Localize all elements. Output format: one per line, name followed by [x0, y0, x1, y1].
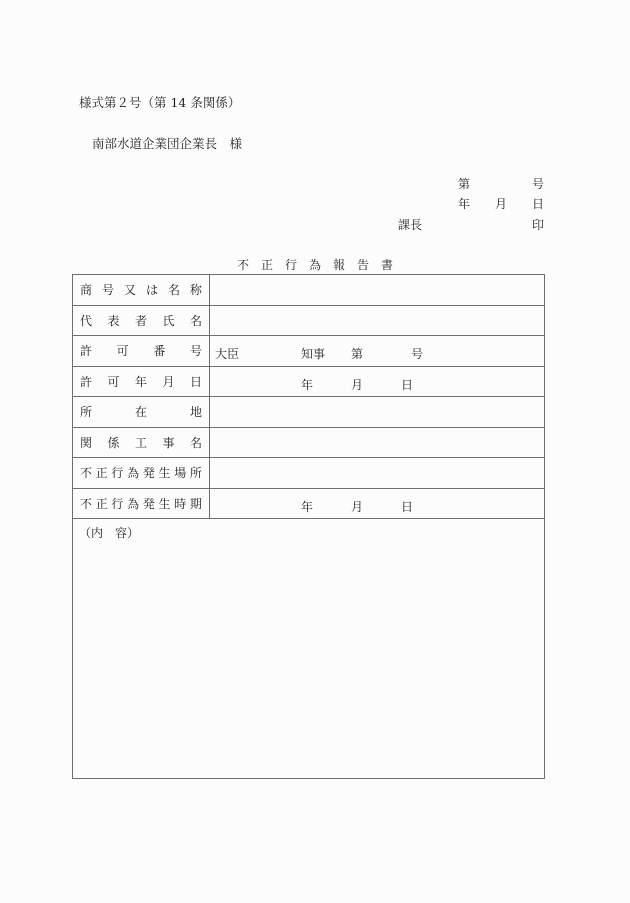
- label-char: 名: [167, 283, 180, 298]
- incident-year: 年: [301, 499, 314, 514]
- label-char: 為: [127, 496, 140, 511]
- label-char: 又: [123, 283, 136, 298]
- addressee: 南部水道企業団企業長 様: [92, 136, 243, 151]
- label-char: 日: [189, 374, 202, 389]
- label-char: 番: [153, 344, 166, 359]
- form-number: 様式第２号（第 14 条関係）: [79, 95, 241, 110]
- label-char: 正: [95, 496, 108, 511]
- license-year: 年: [301, 377, 314, 392]
- license-day: 日: [401, 377, 414, 392]
- table-row-content: [73, 519, 545, 779]
- table-row-project-name: [73, 427, 545, 458]
- table-row-representative: [73, 305, 545, 336]
- label-incident-time: [73, 488, 210, 519]
- seal-mark: 印: [532, 218, 545, 232]
- table-row-incident-time: [73, 488, 545, 519]
- value-trade-name[interactable]: [210, 275, 545, 306]
- label-char: 行: [111, 466, 124, 481]
- report-table: [72, 274, 545, 779]
- table-row-license-date: [73, 366, 545, 397]
- label-char: 年: [134, 374, 147, 389]
- label-char: 関: [80, 435, 93, 450]
- value-location[interactable]: [210, 397, 545, 428]
- label-char: 可: [116, 344, 129, 359]
- value-representative[interactable]: [210, 305, 545, 336]
- value-incident-place[interactable]: [210, 458, 545, 489]
- value-project-name[interactable]: [210, 427, 545, 458]
- content-area[interactable]: [73, 519, 545, 779]
- label-char: 在: [134, 405, 147, 420]
- label-char: 事: [162, 435, 175, 450]
- license-no-prefix: 第: [351, 347, 364, 362]
- label-char: は: [145, 283, 158, 298]
- label-trade-name: [73, 275, 210, 306]
- label-location: [73, 397, 210, 428]
- label-char: 生: [158, 466, 171, 481]
- date-month: 月: [495, 197, 508, 211]
- label-char: 工: [134, 435, 147, 450]
- label-char: 時: [174, 496, 187, 511]
- label-char: 表: [107, 313, 120, 328]
- label-char: 発: [142, 496, 155, 511]
- section-chief: 課長: [398, 218, 423, 232]
- label-char: 不: [80, 466, 93, 481]
- label-char: 代: [80, 313, 93, 328]
- label-char: 地: [189, 405, 202, 420]
- label-char: 正: [95, 466, 108, 481]
- table-row-license-number: [73, 336, 545, 367]
- document-title: [0, 259, 630, 271]
- governor-text: 知事: [301, 347, 326, 362]
- label-char: 称: [189, 283, 202, 298]
- minister-text: 大臣: [215, 347, 240, 362]
- value-license-number[interactable]: [210, 336, 545, 367]
- label-char: 可: [107, 374, 120, 389]
- value-license-date[interactable]: [210, 366, 545, 397]
- label-char: 場: [174, 466, 187, 481]
- label-char: 係: [107, 435, 120, 450]
- label-char: 月: [162, 374, 175, 389]
- label-char: 者: [134, 313, 147, 328]
- incident-day: 日: [401, 499, 414, 514]
- label-char: 生: [158, 496, 171, 511]
- content-label: （内 容）: [79, 526, 140, 540]
- label-char: 行: [111, 496, 124, 511]
- label-char: 所: [80, 405, 93, 420]
- label-char: 名: [189, 313, 202, 328]
- label-char: 号: [189, 344, 202, 359]
- label-char: 許: [80, 344, 93, 359]
- label-char: 不: [80, 496, 93, 511]
- date-year: 年: [458, 197, 471, 211]
- label-char: 号: [101, 283, 114, 298]
- value-incident-time[interactable]: [210, 488, 545, 519]
- label-char: 期: [189, 496, 202, 511]
- label-license-number: [73, 336, 210, 367]
- label-char: 許: [80, 374, 93, 389]
- label-char: 商: [80, 283, 93, 298]
- label-representative: [73, 305, 210, 336]
- label-license-date: [73, 366, 210, 397]
- date-day: 日: [532, 197, 545, 211]
- license-month: 月: [351, 377, 364, 392]
- table-row-incident-place: [73, 458, 545, 489]
- label-char: 名: [189, 435, 202, 450]
- incident-month: 月: [351, 499, 364, 514]
- label-char: 為: [127, 466, 140, 481]
- table-row-trade-name: [73, 275, 545, 306]
- label-incident-place: [73, 458, 210, 489]
- number-suffix: 号: [532, 177, 545, 191]
- number-prefix: 第: [458, 177, 471, 191]
- license-no-suffix: 号: [411, 347, 424, 362]
- label-project-name: [73, 427, 210, 458]
- document-title-text: 不正行為報告書: [236, 258, 405, 272]
- table-row-location: [73, 397, 545, 428]
- label-char: 発: [142, 466, 155, 481]
- label-char: 氏: [162, 313, 175, 328]
- label-char: 所: [189, 466, 202, 481]
